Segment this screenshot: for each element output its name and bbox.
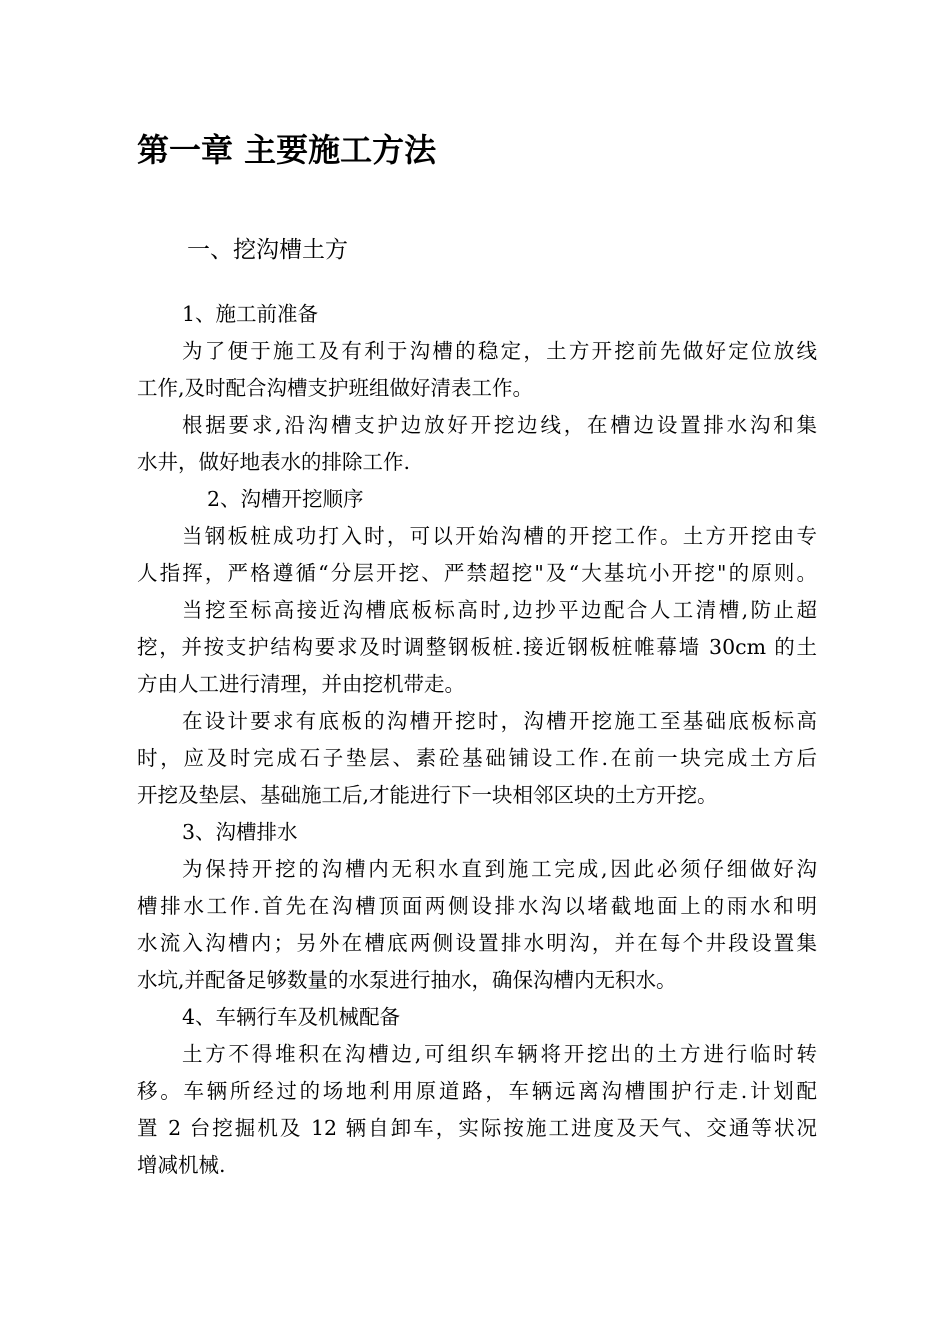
- paragraph-line: 置 2 台挖掘机及 12 辆自卸车，实际按施工进度及天气、交通等状况: [137, 1116, 817, 1140]
- paragraph-line: 方由人工进行清理，并由挖机带走。: [137, 672, 465, 696]
- body-text: [137, 296, 817, 1184]
- heading-preparation: 1、施工前准备: [182, 302, 319, 326]
- paragraph-line: 人指挥，严格遵循“分层开挖、严禁超挖"及“大基坑小开挖"的原则。: [137, 561, 817, 585]
- paragraph-line: 土方不得堆积在沟槽边,可组织车辆将开挖出的土方进行临时转: [182, 1042, 817, 1066]
- paragraph-line: 挖，并按支护结构要求及时调整钢板桩.接近钢板桩帷幕墙 30cm 的土: [137, 635, 817, 659]
- paragraph-line: 移。车辆所经过的场地利用原道路，车辆远离沟槽围护行走.计划配: [137, 1079, 817, 1103]
- paragraph-line: 在设计要求有底板的沟槽开挖时，沟槽开挖施工至基础底板标高: [182, 709, 817, 733]
- paragraph-line: 当挖至标高接近沟槽底板标高时,边抄平边配合人工清槽,防止超: [182, 598, 817, 622]
- paragraph-line: 水流入沟槽内；另外在槽底两侧设置排水明沟，并在每个井段设置集: [137, 931, 817, 955]
- paragraph-line: 槽排水工作.首先在沟槽顶面两侧设排水沟以堵截地面上的雨水和明: [137, 894, 817, 918]
- paragraph-line: 为保持开挖的沟槽内无积水直到施工完成,因此必须仔细做好沟: [182, 857, 817, 881]
- paragraph-line: 当钢板桩成功打入时，可以开始沟槽的开挖工作。土方开挖由专: [182, 524, 817, 548]
- paragraph-line: 水坑,并配备足够数量的水泵进行抽水，确保沟槽内无积水。: [137, 968, 677, 992]
- paragraph-line: 时，应及时完成石子垫层、素砼基础铺设工作.在前一块完成土方后: [137, 746, 817, 770]
- paragraph-line: 开挖及垫层、基础施工后,才能进行下一块相邻区块的土方开挖。: [137, 783, 718, 807]
- paragraph-line: 水井，做好地表水的排除工作.: [137, 450, 411, 474]
- heading-drainage: 3、沟槽排水: [182, 820, 298, 844]
- heading-excavation-sequence: 2、沟槽开挖顺序: [207, 487, 364, 511]
- section-title: 一、挖沟槽土方: [187, 237, 348, 263]
- paragraph-line: 工作,及时配合沟槽支护班组做好清表工作。: [137, 376, 534, 400]
- paragraph-line: 为了便于施工及有利于沟槽的稳定，土方开挖前先做好定位放线: [182, 339, 817, 363]
- paragraph-line: 根据要求,沿沟槽支护边放好开挖边线，在槽边设置排水沟和集: [182, 413, 817, 437]
- chapter-title: 第一章 主要施工方法: [137, 131, 437, 169]
- heading-vehicles-machinery: 4、车辆行车及机械配备: [182, 1005, 401, 1029]
- paragraph-line: 增减机械.: [137, 1153, 226, 1177]
